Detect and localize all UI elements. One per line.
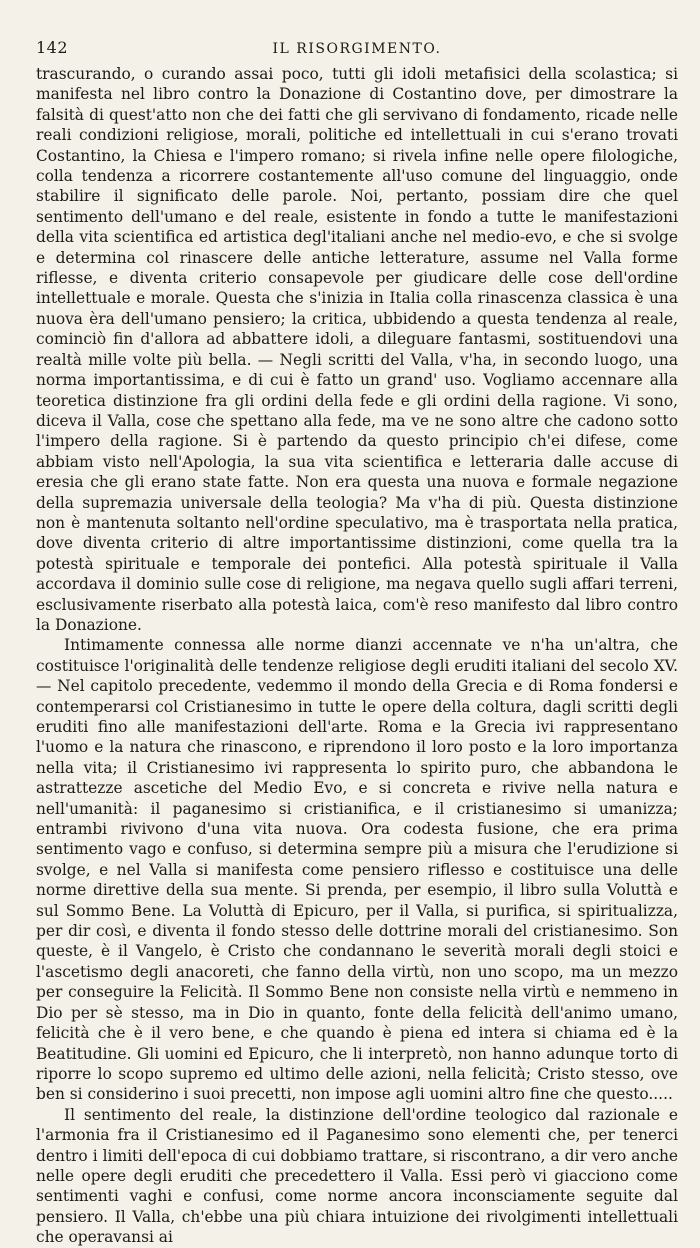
paragraph-2: Intimamente connessa alle norme dianzi accennate ve n'ha un'altra, che costituisce l'originalità delle tendenze religiose degli eruditi italiani del secolo XV. — Nel capitolo precedente, vedemmo il mondo della Grecia e di Roma fondersi e contemperarsi col Cristianesimo in tutte le opere della coltura, dagli scritti degli eruditi fino alle manifestazioni dell'arte. Roma e la Grecia ivi rappresentano l'uomo e la natura che rinascono, e riprendono il loro posto e la loro importanza nella vita; il Cristianesimo ivi rappresenta lo spirito puro, che abbandona le astrattezze ascetiche del Medio Evo, e si concreta e rivive nella natura e nell'umanità: il paganesimo si cristianifica, e il cristianesimo si umanizza; entrambi rivivono d'una vita nuova. Ora codesta fusione, che era prima sentimento vago e confuso, si determina sempre più a misura che l'erudizione si svolge, e nel Valla si manifesta come pensiero riflesso e costituisce una delle norme direttive della sua mente. Si prenda, per esempio, il libro sulla Voluttà e sul Sommo Bene. La Voluttà di Epicuro, per il Valla, si purifica, si spiritualizza, per dir così, e diventa il fondo stesso delle dottrine morali del cristianesimo. Son queste, è il Vangelo, è Cristo che condannano le severità morali degli stoici e l'ascetismo degli anacoreti, che fanno della virtù, non uno scopo, ma un mezzo per conseguire la Felicità. Il Sommo Bene non consiste nella virtù e nemmeno in Dio per sè stesso, ma in Dio in quanto, fonte della felicità dell'animo umano, felicità che è il vero bene, e che quando è piena ed intera si chiama ed è la Beatitudine. Gli uomini ed Epicuro, che li interpretò, non hanno adunque torto di riporre lo scopo supremo ed ultimo delle azioni, nella felicità; Cristo stesso, ove ben si considerino i suoi precetti, non impose agli uomini altro fine che questo..... xyxy=(36,636,678,1104)
body-text xyxy=(36,64,678,1248)
running-title: IL RISORGIMENTO. xyxy=(272,41,442,57)
page-number: 142 xyxy=(36,38,69,57)
paragraph-1: trascurando, o curando assai poco, tutti gli idoli metafisici della scolastica; si manifesta nel libro contro la Donazione di Costantino dove, per dimostrare la falsità di quest'atto non che dei fatti che gli servivano di fondamento, ricade nelle reali condizioni religiose, morali, politiche ed intellettuali in cui s'erano trovati Costantino, la Chiesa e l'impero romano; si rivela infine nelle opere filologiche, colla tendenza a ricorrere costantemente all'uso comune del linguaggio, onde stabilire il significato delle parole. Noi, pertanto, possiam dire che quel sentimento dell'umano e del reale, esistente in fondo a tutte le manifestazioni della vita scientifica ed artistica degl'italiani anche nel medio-evo, e che si svolge e determina col rinascere delle antiche letterature, assume nel Valla forme riflesse, e diventa criterio consapevole per giudicare delle cose dell'ordine intellettuale e morale. Questa che s'inizia in Italia colla rinascenza classica è una nuova èra dell'umano pensiero; la critica, ubbidendo a questa tendenza al reale, cominciò fin d'allora ad abbattere idoli, a dileguare fantasmi, sostituendovi una realtà mille volte più bella. — Negli scritti del Valla, v'ha, in secondo luogo, una norma importantissima, e di cui è fatto un grand' uso. Vogliamo accennare alla teoretica distinzione fra gli ordini della fede e gli ordini della ragione. Vi sono, diceva il Valla, cose che spettano alla fede, ma ve ne sono altre che cadono sotto l'impero della ragione. Si è partendo da questo principio ch'ei difese, come abbiam visto nell'Apologia, la sua vita scientifica e letteraria dalle accuse di eresia che gli erano state fatte. Non era questa una nuova e formale negazione della supremazia universale della teologia? Ma v'ha di più. Questa distinzione non è mantenuta soltanto nell'ordine speculativo, ma è trasportata nella pratica, dove diventa criterio di altre importantissime distinzioni, come quella tra la potestà spirituale e temporale dei pontefici. Alla potestà spirituale il Valla accordava il dominio sulle cose di religione, ma negava quello sugli affari terreni, esclusivamente riserbato alla potestà laica, com'è reso manifesto dal libro contro la Donazione. xyxy=(36,65,678,634)
paragraph-3: Il sentimento del reale, la distinzione dell'ordine teologico dal razionale e l'armonia fra il Cristianesimo ed il Paganesimo sono elementi che, per tenerci dentro i limiti dell'epoca di cui dobbiamo trattare, si riscontrano, a dir vero anche nelle opere degli eruditi che precedettero il Valla. Essi però vi giacciono come sentimenti vaghi e confusi, come norme ancora inconsciamente seguite dal pensiero. Il Valla, ch'ebbe una più chiara intuizione dei rivolgimenti intellettuali che operavansi ai xyxy=(36,1105,678,1247)
running-head xyxy=(36,38,678,64)
